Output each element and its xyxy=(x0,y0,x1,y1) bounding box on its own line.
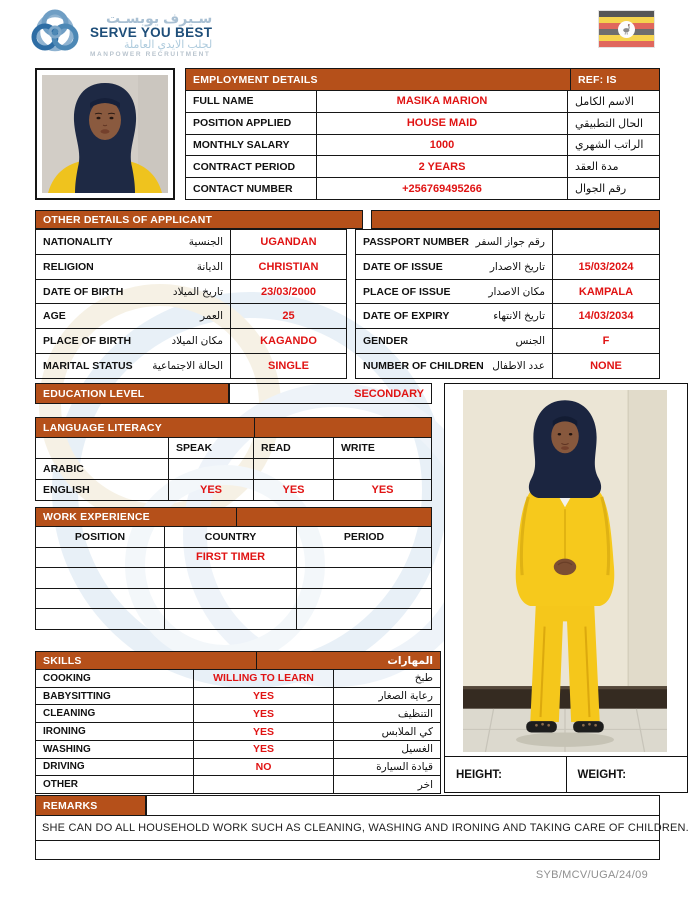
employment-title: EMPLOYMENT DETAILS xyxy=(186,69,570,90)
skill-value: YES xyxy=(193,741,333,758)
skills-title: SKILLS xyxy=(36,652,256,669)
field-label-arabic: العمر xyxy=(199,310,223,323)
field-value xyxy=(253,459,333,479)
table-row xyxy=(36,303,346,328)
applicant-headshot-photo xyxy=(35,68,175,200)
field-value xyxy=(164,568,296,588)
table-row xyxy=(356,303,659,328)
language-title: LANGUAGE LITERACY xyxy=(36,418,254,437)
skills-header-row xyxy=(36,652,440,669)
skill-name-arabic: رعاية الصغار xyxy=(333,688,440,705)
field-value: 25 xyxy=(230,304,346,328)
skill-value: YES xyxy=(193,705,333,722)
field-value: 23/03/2000 xyxy=(230,280,346,304)
field-label-arabic: عدد الاطفال xyxy=(492,360,545,373)
skill-value: WILLING TO LEARN xyxy=(193,670,333,687)
table-row xyxy=(36,758,440,776)
skill-name-arabic: اخر xyxy=(333,776,440,793)
table-row xyxy=(36,230,346,254)
table-row xyxy=(36,479,431,500)
work-header-row xyxy=(36,508,431,526)
field-label: AGE xyxy=(43,310,66,323)
column-header-speak: SPEAK xyxy=(168,438,253,458)
other-details-header xyxy=(35,210,660,229)
field-label: POSITION APPLIED xyxy=(193,117,292,130)
field-value: KAGANDO xyxy=(230,329,346,353)
field-value: KAMPALA xyxy=(552,280,659,304)
flag-stripe-red xyxy=(599,41,654,47)
field-value xyxy=(296,609,431,629)
field-label: NUMBER OF CHILDREN xyxy=(363,360,484,373)
skills-table xyxy=(35,651,441,794)
field-value xyxy=(552,230,659,254)
table-row xyxy=(36,458,431,479)
field-label-arabic: تاريخ الاصدار xyxy=(489,260,545,273)
field-value xyxy=(36,568,164,588)
field-value: YES xyxy=(253,480,333,500)
work-columns-row xyxy=(36,526,431,547)
table-row xyxy=(36,279,346,304)
field-value: HOUSE MAID xyxy=(316,113,567,134)
field-label: FULL NAME xyxy=(193,95,254,108)
field-label-arabic: رقم جواز السفر xyxy=(475,235,545,248)
field-label-arabic: الجنسية xyxy=(188,235,223,248)
height-label: HEIGHT: xyxy=(456,768,502,781)
remarks-empty-cell xyxy=(36,841,659,859)
education-level-label: EDUCATION LEVEL xyxy=(36,384,229,403)
skill-name-arabic: قيادة السيارة xyxy=(333,759,440,776)
field-value xyxy=(36,589,164,609)
field-label-arabic: رقم الجوال xyxy=(567,178,659,199)
table-row xyxy=(36,608,431,629)
field-value: 2 YEARS xyxy=(316,156,567,177)
document-reference: SYB/MCV/UGA/24/09 xyxy=(535,869,648,881)
table-row xyxy=(36,567,431,588)
language-header-spacer xyxy=(254,418,431,437)
skill-name-arabic: طبخ xyxy=(333,670,440,687)
employment-ref: REF: IS xyxy=(570,69,659,90)
skills-title-arabic: المهارات xyxy=(256,652,440,669)
uganda-flag xyxy=(598,10,655,48)
field-value: 14/03/2034 xyxy=(552,304,659,328)
field-value: SINGLE xyxy=(230,354,346,378)
field-value xyxy=(164,609,296,629)
remarks-title: REMARKS xyxy=(36,796,146,815)
other-details-right-table xyxy=(355,229,660,379)
field-value: 1000 xyxy=(316,135,567,156)
field-label: NATIONALITY xyxy=(43,235,113,248)
column-header-period: PERIOD xyxy=(296,527,431,547)
other-details-title: OTHER DETAILS OF APPLICANT xyxy=(35,210,363,229)
skill-name-arabic: الغسيل xyxy=(333,741,440,758)
field-value: NONE xyxy=(552,354,659,378)
field-label: DATE OF ISSUE xyxy=(363,260,443,273)
field-label-pair xyxy=(36,304,230,328)
work-header-spacer xyxy=(236,508,431,526)
field-value: MASIKA MARION xyxy=(316,91,567,112)
field-label: DATE OF BIRTH xyxy=(43,285,124,298)
table-row xyxy=(356,353,659,378)
field-label-pair xyxy=(36,280,230,304)
employment-details-table xyxy=(185,68,660,200)
language-columns-row xyxy=(36,437,431,458)
agency-tagline-english: MANPOWER RECRUITMENT xyxy=(90,50,211,58)
field-value xyxy=(296,589,431,609)
column-header-write: WRITE xyxy=(333,438,431,458)
table-row xyxy=(36,740,440,758)
table-row xyxy=(186,134,659,156)
remarks-empty-row xyxy=(36,840,659,859)
field-label-pair xyxy=(356,230,552,254)
field-label-arabic: تاريخ الميلاد xyxy=(172,285,223,298)
field-label-arabic: الراتب الشهري xyxy=(567,135,659,156)
skill-value xyxy=(193,776,333,793)
skill-name: OTHER xyxy=(43,779,78,791)
column-header-position: POSITION xyxy=(74,530,126,543)
other-details-header-spacer xyxy=(371,210,660,229)
language-literacy-table xyxy=(35,417,432,501)
field-value xyxy=(164,589,296,609)
field-value xyxy=(296,568,431,588)
skill-value: NO xyxy=(193,759,333,776)
field-value xyxy=(333,459,431,479)
field-label-arabic: الاسم الكامل xyxy=(567,91,659,112)
field-label-pair xyxy=(356,255,552,279)
field-value: CHRISTIAN xyxy=(230,255,346,279)
field-label-arabic: الديانة xyxy=(196,260,223,273)
field-label: PASSPORT NUMBER xyxy=(363,235,469,248)
remarks-section xyxy=(35,795,689,860)
field-label: CONTACT NUMBER xyxy=(193,182,293,195)
skill-name: WASHING xyxy=(43,743,91,755)
other-details-left-table xyxy=(35,229,347,379)
field-value xyxy=(296,548,431,568)
field-label: GENDER xyxy=(363,335,408,348)
skill-name-arabic: كي الملابس xyxy=(333,723,440,740)
agency-logo-icon xyxy=(28,6,82,65)
table-row xyxy=(186,177,659,199)
agency-name-arabic: سـيرف يوبسـت xyxy=(105,10,213,27)
skill-name: COOKING xyxy=(43,672,91,684)
table-row xyxy=(356,279,659,304)
field-label-pair xyxy=(36,230,230,254)
table-row xyxy=(36,775,440,793)
field-label-arabic: مكان الاصدار xyxy=(488,285,545,298)
employment-header-row xyxy=(186,69,659,90)
skill-name: IRONING xyxy=(43,726,86,738)
field-value: 15/03/2024 xyxy=(552,255,659,279)
field-label-pair xyxy=(356,329,552,353)
field-label-pair xyxy=(36,329,230,353)
table-row xyxy=(186,112,659,134)
skill-name: DRIVING xyxy=(43,761,85,773)
weight-label: WEIGHT: xyxy=(566,757,688,792)
field-label: MONTHLY SALARY xyxy=(193,138,290,151)
field-label-pair xyxy=(356,280,552,304)
table-row xyxy=(356,254,659,279)
table-row xyxy=(36,704,440,722)
field-label: PLACE OF ISSUE xyxy=(363,285,451,298)
field-value: YES xyxy=(168,480,253,500)
column-header-country: COUNTRY xyxy=(164,527,296,547)
field-value: +256769495266 xyxy=(316,178,567,199)
field-label: MARITAL STATUS xyxy=(43,360,133,373)
skill-value: YES xyxy=(193,688,333,705)
remarks-header-row xyxy=(36,796,659,815)
crested-crane-icon xyxy=(618,21,635,38)
table-row xyxy=(36,547,431,568)
table-row xyxy=(36,353,346,378)
field-value xyxy=(168,459,253,479)
field-label-arabic: الجنس xyxy=(515,335,545,348)
field-value: F xyxy=(552,329,659,353)
field-label: RELIGION xyxy=(43,260,94,273)
remarks-header-spacer xyxy=(146,796,659,815)
table-row xyxy=(186,155,659,177)
work-title: WORK EXPERIENCE xyxy=(36,508,236,526)
work-experience-table xyxy=(35,507,432,630)
field-label-arabic: مكان الميلاد xyxy=(171,335,223,348)
language-name: ARABIC xyxy=(43,463,84,475)
field-label-pair xyxy=(356,304,552,328)
skill-name: BABYSITTING xyxy=(43,690,111,702)
remarks-text-row xyxy=(36,815,689,840)
column-header-read: READ xyxy=(253,438,333,458)
education-level-row xyxy=(35,383,432,404)
education-level-value: SECONDARY xyxy=(229,384,431,403)
skill-name-arabic: التنظيف xyxy=(333,705,440,722)
table-row xyxy=(186,90,659,112)
field-label-arabic: تاريخ الانتهاء xyxy=(493,310,545,323)
table-row xyxy=(36,687,440,705)
remarks-text: SHE CAN DO ALL HOUSEHOLD WORK SUCH AS CLEANING, WASHING AND IRONING AND TAKING CARE OF CHILDREN. xyxy=(42,822,689,834)
height-weight-row xyxy=(445,756,687,792)
table-row xyxy=(36,328,346,353)
table-row xyxy=(36,722,440,740)
applicant-fullbody-panel xyxy=(444,383,688,793)
agency-tagline-arabic: لجلب الايدي العاملة xyxy=(123,39,213,52)
skill-name: CLEANING xyxy=(43,708,96,720)
field-label-arabic: الحالة الاجتماعية xyxy=(152,360,223,373)
table-row xyxy=(36,669,440,687)
field-value: FIRST TIMER xyxy=(164,548,296,568)
field-value: YES xyxy=(333,480,431,500)
agency-name-english: SERVE YOU BEST xyxy=(90,25,213,41)
field-label-pair xyxy=(36,354,230,378)
field-value xyxy=(36,609,164,629)
table-row xyxy=(356,230,659,254)
field-label-arabic: الحال التطبيقي xyxy=(567,113,659,134)
field-label: DATE OF EXPIRY xyxy=(363,310,450,323)
language-header-row xyxy=(36,418,431,437)
skill-value: YES xyxy=(193,723,333,740)
table-row xyxy=(36,588,431,609)
field-label-pair xyxy=(36,255,230,279)
language-column-blank xyxy=(36,438,168,458)
field-label: PLACE OF BIRTH xyxy=(43,335,132,348)
agency-logo xyxy=(28,6,258,64)
field-label: CONTRACT PERIOD xyxy=(193,160,296,173)
applicant-fullbody-photo xyxy=(445,384,687,756)
table-row xyxy=(36,254,346,279)
field-label-arabic: مدة العقد xyxy=(567,156,659,177)
field-value xyxy=(36,548,164,568)
field-label-pair xyxy=(356,354,552,378)
table-row xyxy=(356,328,659,353)
field-value: UGANDAN xyxy=(230,230,346,254)
language-name: ENGLISH xyxy=(43,484,90,496)
